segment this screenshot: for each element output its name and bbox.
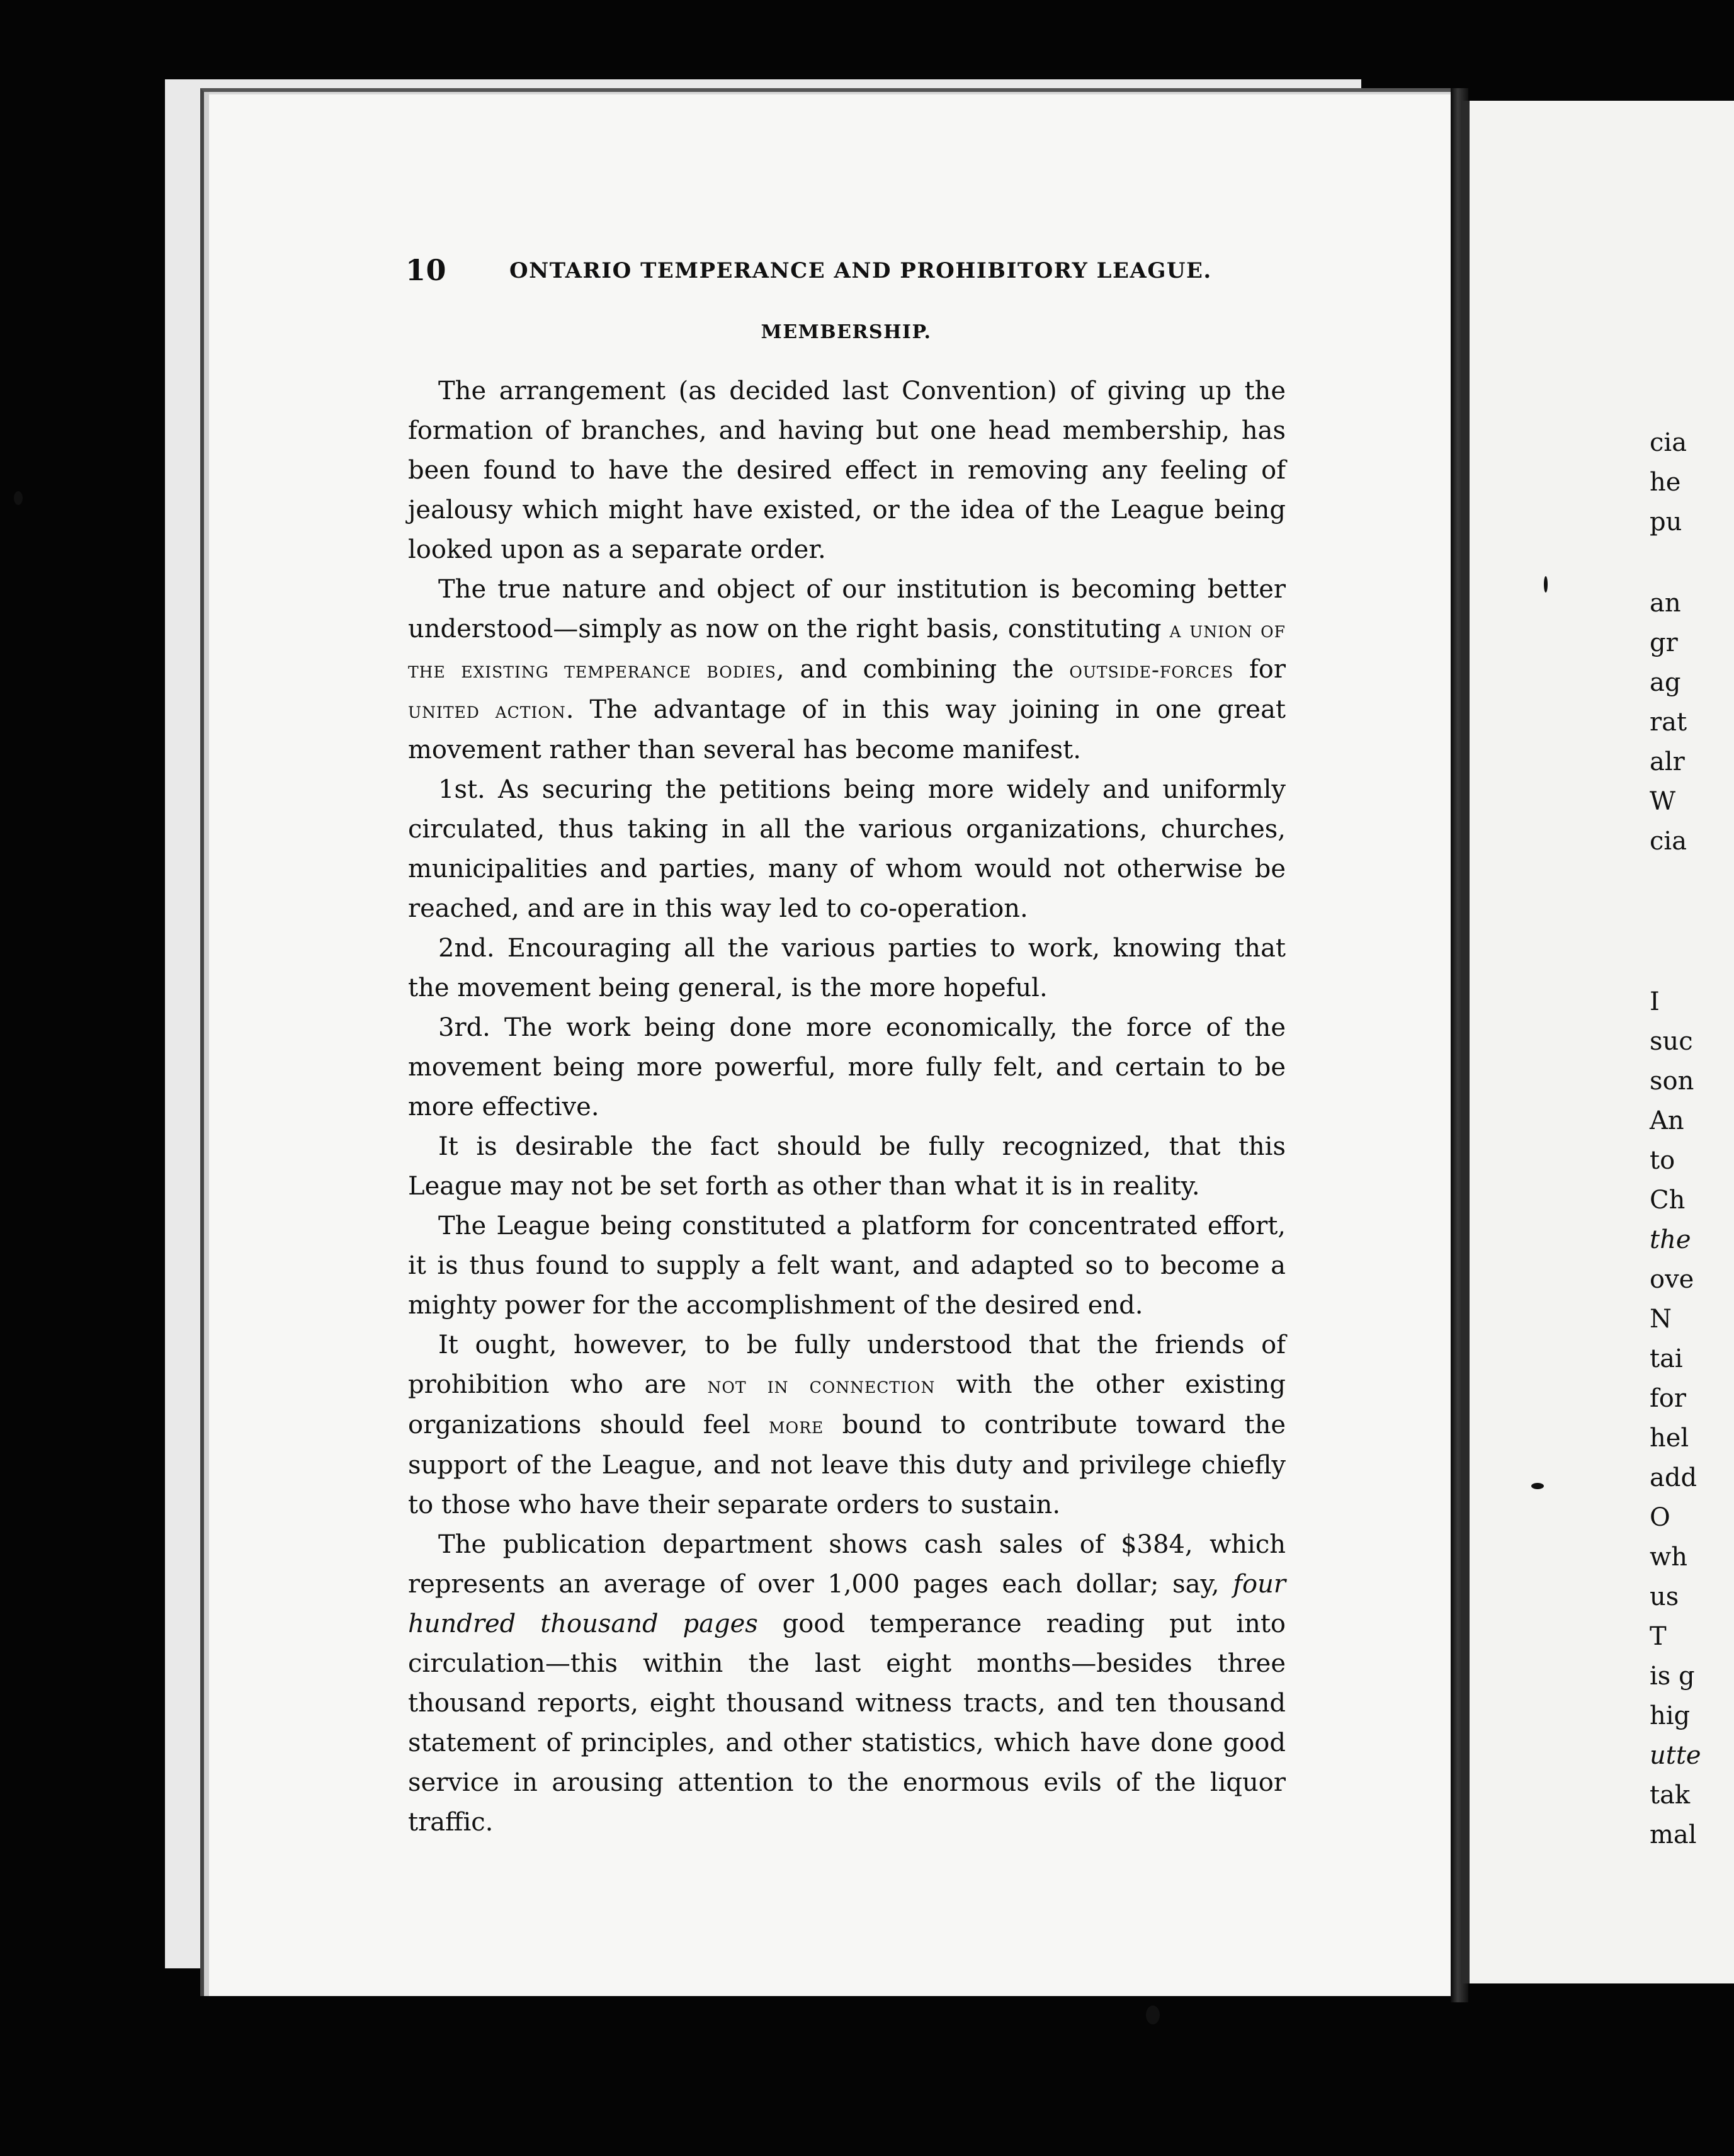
small-caps-phrase: united action <box>408 698 566 723</box>
paragraph: It is desirable the fact should be fully recognized, that this League may not be set forth as other than what it is in reality. <box>408 1132 1286 1201</box>
facing-page-fragment: cia <box>1650 428 1687 457</box>
paragraph: The League being constituted a platform for concentrated effort, it is thus found to supply a felt want, and adapted so to become a mighty power for the accomplishment of the desired end. <box>408 1211 1286 1320</box>
facing-page-fragment: pu <box>1650 508 1682 536</box>
facing-page-fragment: cia <box>1650 827 1687 856</box>
section-heading: MEMBERSHIP. <box>761 321 932 343</box>
page-number: 10 <box>405 253 447 287</box>
facing-page-fragment: I <box>1650 987 1660 1016</box>
running-head <box>405 253 1212 297</box>
facing-page-fragment: O <box>1650 1503 1670 1532</box>
facing-page-fragment: add <box>1650 1463 1697 1492</box>
facing-page-fragment: us <box>1650 1582 1679 1611</box>
paragraph: It ought, however, to be fully understood that the friends of prohibition who are not in connection with the other existing organizations should feel more bound to contribute toward the support of the League, and not leave this duty and privilege chiefly to those who have their separate orders to sustain. <box>408 1330 1286 1519</box>
right-facing-page <box>1461 101 1734 1983</box>
facing-page-fragment: wh <box>1650 1543 1687 1572</box>
facing-page-fragment: W <box>1650 787 1676 816</box>
facing-page-fragment: is g <box>1650 1662 1695 1691</box>
facing-page-fragment: to <box>1650 1146 1675 1175</box>
small-caps-phrase: more <box>769 1413 824 1439</box>
facing-page-fragment: an <box>1650 589 1681 618</box>
facing-page-fragment: hig <box>1650 1701 1691 1730</box>
facing-page-fragment: rat <box>1650 708 1687 737</box>
speck <box>1544 576 1548 593</box>
paragraph: The publication department shows cash sales of $384, which represents an average of over 1,000 pages each dollar; say, four hundred thousand pages good temperance reading put into circulation—this within the last eight months—besides three thousand reports, eight thousand witness tracts, and ten thousand statement of principles, and other statistics, which have done good service in arousing attention to the enormous evils of the liquor traffic. <box>408 1530 1286 1837</box>
facing-page-fragment: tak <box>1650 1781 1691 1810</box>
facing-page-fragment: ove <box>1650 1265 1694 1294</box>
facing-page-fragment: ag <box>1650 668 1681 697</box>
paragraph: The arrangement (as decided last Convention) of giving up the formation of branches, and having but one head membership, has been found to have the desired effect in removing any feeling of jealousy which might have existed, or the idea of the League being looked upon as a separate order. <box>408 377 1286 564</box>
facing-page-fragment: N <box>1650 1305 1672 1334</box>
facing-page-fragment: for <box>1650 1384 1687 1413</box>
facing-page-fragment: he <box>1650 468 1681 497</box>
body-text <box>408 372 1286 1842</box>
paragraph: The true nature and object of our institution is becoming better understood—simply as now on the right basis, constituting a union of the existing temperance bodies, and combining the outside-forces for united action. The advantage of in this way joining in one great movement rather than several has become manifest. <box>408 575 1286 764</box>
paragraph: 3rd. The work being done more economically, the force of the movement being more powerful, more fully felt, and certain to be more effective. <box>408 1013 1286 1121</box>
speck <box>14 491 23 505</box>
facing-page-fragment: son <box>1650 1067 1694 1096</box>
facing-page-fragment: hel <box>1650 1424 1689 1453</box>
small-caps-phrase: not in connection <box>707 1373 936 1399</box>
speck <box>1531 1483 1544 1489</box>
facing-page-fragment: utte <box>1650 1741 1701 1770</box>
facing-page-fragment: T <box>1650 1622 1667 1651</box>
speck <box>1146 2006 1160 2024</box>
facing-page-fragment: suc <box>1650 1027 1693 1056</box>
small-caps-phrase: a union of the existing temperance bodies <box>408 617 1286 683</box>
small-caps-phrase: outside-forces <box>1069 657 1234 683</box>
facing-page-fragment: An <box>1650 1106 1684 1135</box>
facing-page-fragment: alr <box>1650 747 1685 776</box>
facing-page-fragment: mal <box>1650 1820 1697 1849</box>
facing-page-fragment: the <box>1650 1225 1691 1254</box>
running-title: ONTARIO TEMPERANCE AND PROHIBITORY LEAGUE. <box>509 258 1212 283</box>
paragraph: 2nd. Encouraging all the various parties to work, knowing that the movement being general, is the more hopeful. <box>408 934 1286 1002</box>
facing-page-fragment: gr <box>1650 628 1678 657</box>
italic-phrase: four hundred thousand pages <box>408 1570 1286 1638</box>
facing-page-fragment: tai <box>1650 1344 1683 1373</box>
paragraph: 1st. As securing the petitions being more widely and uniformly circulated, thus taking in all the various organizations, churches, municipalities and parties, many of whom would not otherwise be reached, and are in this way led to co-operation. <box>408 775 1286 923</box>
facing-page-fragment: Ch <box>1650 1186 1686 1215</box>
